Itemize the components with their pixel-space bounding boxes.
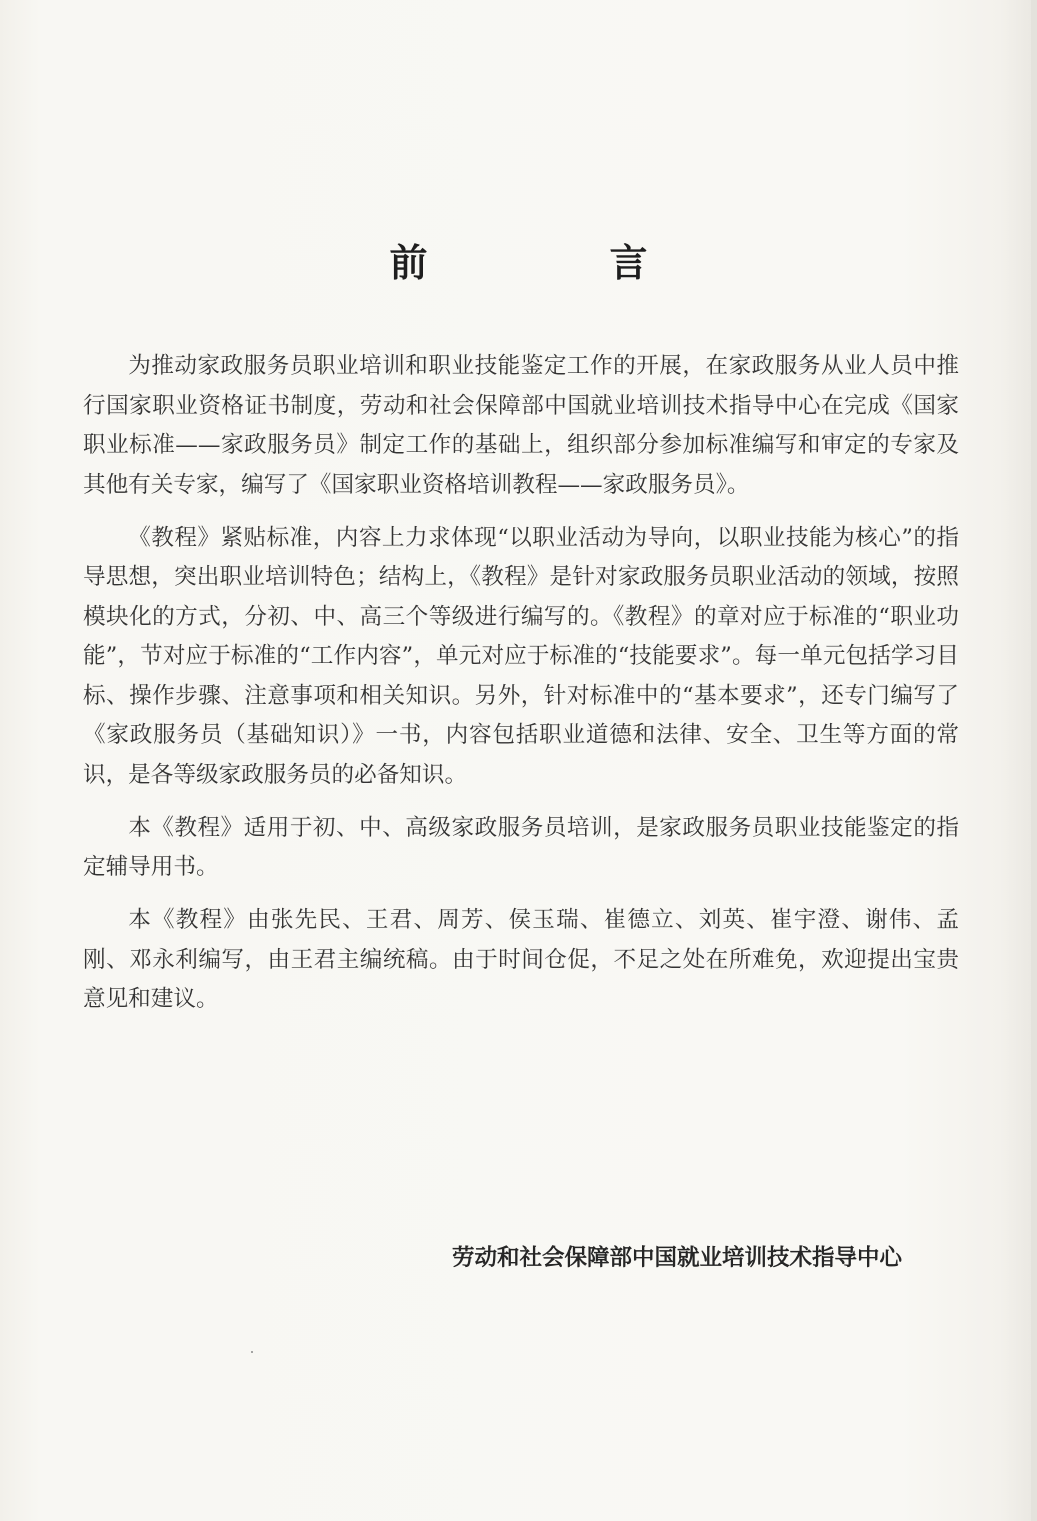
paragraph-3: 本《教程》适用于初、中、高级家政服务员培训，是家政服务员职业技能鉴定的指定辅导用书。	[83, 814, 959, 880]
preface-body	[83, 347, 959, 1033]
paragraph-2: 《教程》紧贴标准，内容上力求体现“以职业活动为导向，以职业技能为核心”的指导思想，突出职业培训特色；结构上，《教程》是针对家政服务员职业活动的领域，按照模块化的方式，分初、中、高三个等级进行编写的。《教程》的章对应于标准的“职业功能”，节对应于标准的“工作内容”，单元对应于标准的“技能要求”。每一单元包括学习目标、操作步骤、注意事项和相关知识。另外，针对标准中的“基本要求”，还专门编写了《家政服务员（基础知识）》一书，内容包括职业道德和法律、安全、卫生等方面的常识，是各等级家政服务员的必备知识。	[83, 524, 960, 788]
page-title: 前 言	[389, 241, 720, 285]
paragraph-4: 本《教程》由张先民、王君、周芳、侯玉瑞、崔德立、刘英、崔宇澄、谢伟、孟刚、邓永利编写，由王君主编统稿。由于时间仓促，不足之处在所难免，欢迎提出宝贵意见和建议。	[83, 907, 959, 1012]
paragraph-1: 为推动家政服务员职业培训和职业技能鉴定工作的开展，在家政服务从业人员中推行国家职业资格证书制度，劳动和社会保障部中国就业培训技术指导中心在完成《国家职业标准——家政服务员》制定工作的基础上，组织部分参加标准编写和审定的专家及其他有关专家，编写了《国家职业资格培训教程——家政服务员》。	[83, 353, 959, 498]
signature: 劳动和社会保障部中国就业培训技术指导中心	[451, 1245, 902, 1271]
paper-speck	[251, 1351, 253, 1353]
page-edge	[1031, 0, 1037, 1521]
